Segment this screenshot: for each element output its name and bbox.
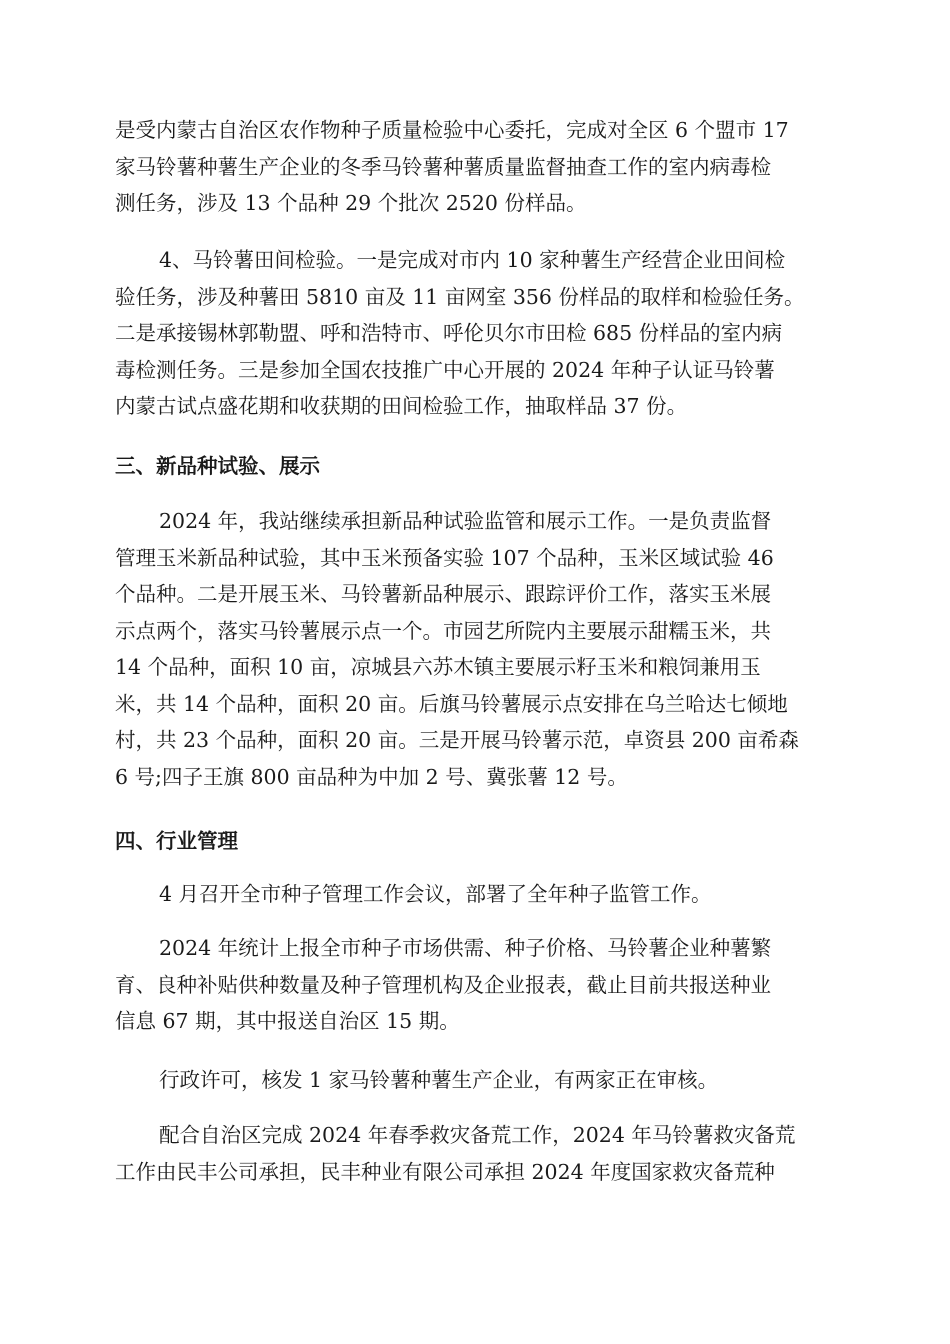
paragraph-disaster-relief xyxy=(115,1117,835,1190)
text-line: 验任务，涉及种薯田 5810 亩及 11 亩网室 356 份样品的取样和检验任务。 xyxy=(115,284,805,309)
text-line: 育、良种补贴供种数量及种子管理机构及企业报表，截止目前共报送种业 xyxy=(115,972,771,997)
paragraph-field-inspection xyxy=(115,242,835,425)
text-line: 二是承接锡林郭勒盟、呼和浩特市、呼伦贝尔市田检 685 份样品的室内病 xyxy=(115,321,783,345)
text-line: 个品种。二是开展玉米、马铃薯新品种展示、跟踪评价工作，落实玉米展 xyxy=(115,582,771,606)
text-line: 测任务，涉及 13 个品种 29 个批次 2520 份样品。 xyxy=(115,191,587,215)
text-line: 14 个品种，面积 10 亩，凉城县六苏木镇主要展示籽玉米和粮饲兼用玉 xyxy=(115,655,761,679)
text-line: 管理玉米新品种试验，其中玉米预备实验 107 个品种，玉米区域试验 46 xyxy=(115,545,774,570)
text-line: 2024 年统计上报全市种子市场供需、种子价格、马铃薯企业种薯繁 xyxy=(159,936,772,960)
text-line: 4 月召开全市种子管理工作会议，部署了全年种子监管工作。 xyxy=(159,882,712,906)
section-heading-new-varieties: 三、新品种试验、展示 xyxy=(115,454,320,478)
text-line: 2024 年，我站继续承担新品种试验监管和展示工作。一是负责监督 xyxy=(159,509,772,533)
text-line: 内蒙古试点盛花期和收获期的田间检验工作，抽取样品 37 份。 xyxy=(115,394,688,418)
text-line: 信息 67 期，其中报送自治区 15 期。 xyxy=(115,1009,460,1033)
text-line: 是受内蒙古自治区农作物种子质量检验中心委托，完成对全区 6 个盟市 17 xyxy=(115,118,789,142)
paragraph-statistics xyxy=(115,930,835,1040)
paragraph-meeting xyxy=(115,876,835,913)
paragraph-virus-testing xyxy=(115,112,835,222)
text-line: 配合自治区完成 2024 年春季救灾备荒工作，2024 年马铃薯救灾备荒 xyxy=(159,1123,796,1147)
text-line: 米，共 14 个品种，面积 20 亩。后旗马铃薯展示点安排在乌兰哈达七倾地 xyxy=(115,691,788,716)
text-line: 村，共 23 个品种，面积 20 亩。三是开展马铃薯示范，卓资县 200 亩希森 xyxy=(115,728,799,752)
text-line: 毒检测任务。三是参加全国农技推广中心开展的 2024 年种子认证马铃薯 xyxy=(115,357,775,382)
paragraph-new-varieties xyxy=(115,503,835,795)
paragraph-licensing xyxy=(115,1062,835,1099)
text-line: 4、马铃薯田间检验。一是完成对市内 10 家种薯生产经营企业田间检 xyxy=(159,248,786,272)
text-line: 6 号;四子王旗 800 亩品种为中加 2 号、冀张薯 12 号。 xyxy=(115,764,628,789)
section-heading-industry-management: 四、行业管理 xyxy=(115,829,238,853)
text-line: 工作由民丰公司承担，民丰种业有限公司承担 2024 年度国家救灾备荒种 xyxy=(115,1159,775,1184)
text-line: 示点两个，落实马铃薯展示点一个。市园艺所院内主要展示甜糯玉米，共 xyxy=(115,618,771,643)
text-line: 家马铃薯种薯生产企业的冬季马铃薯种薯质量监督抽查工作的室内病毒检 xyxy=(115,154,771,179)
text-line: 行政许可，核发 1 家马铃薯种薯生产企业，有两家正在审核。 xyxy=(159,1068,719,1092)
